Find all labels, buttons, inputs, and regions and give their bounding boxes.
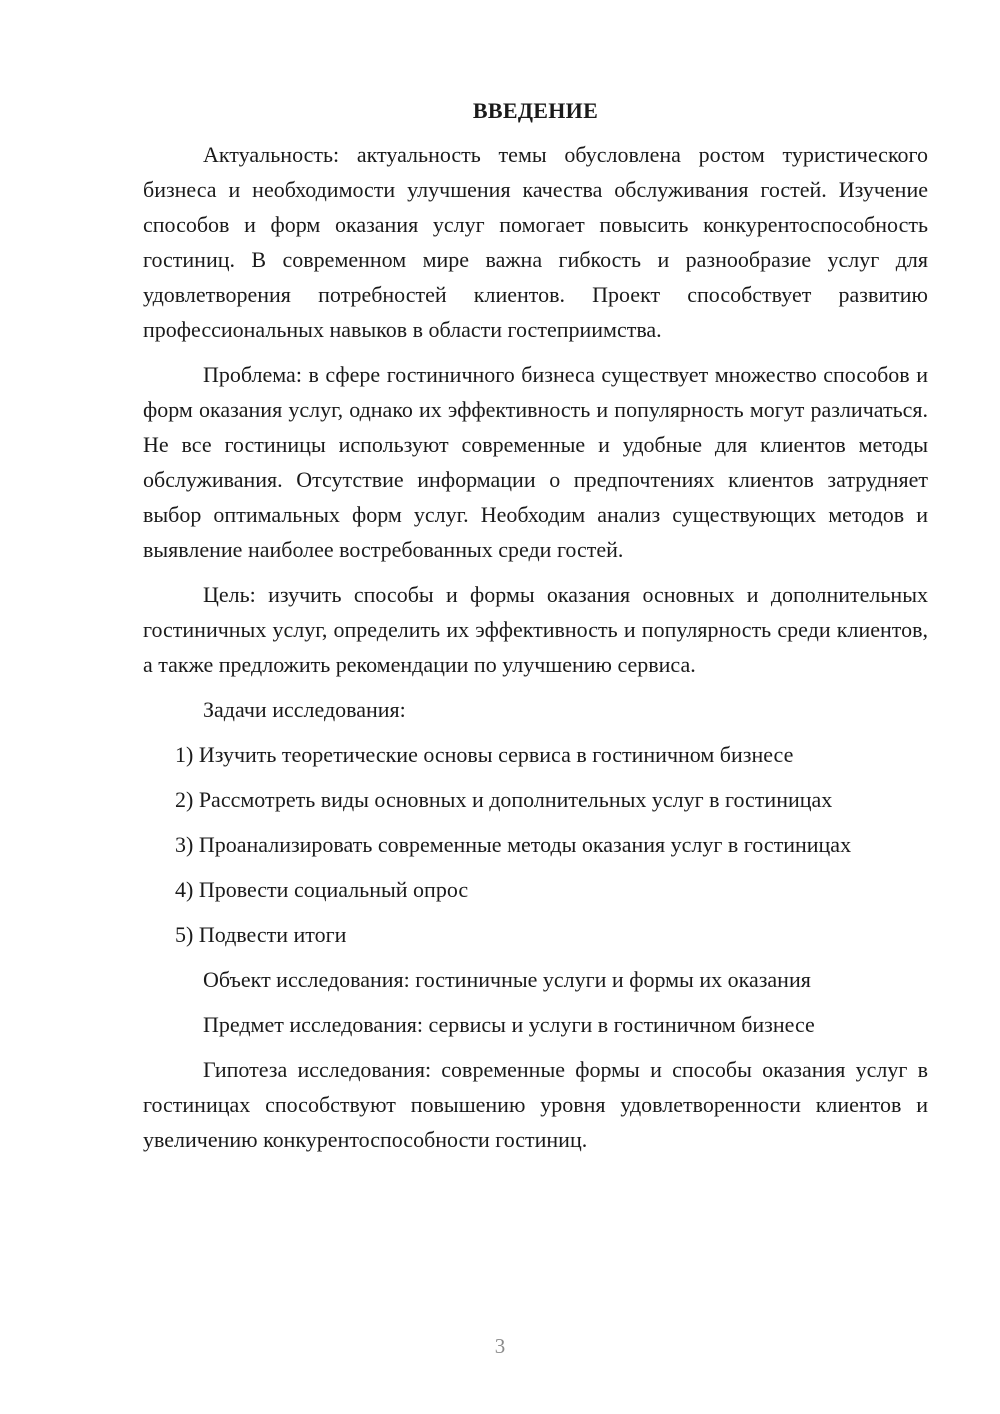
- relevance-paragraph: Актуальность: актуальность темы обусловлена ростом туристического бизнеса и необходимости улучшения качества обслуживания гостей. Изучение способов и форм оказания услуг помогает повысить конкурентоспособность гостиниц. В современном мире важна гибкость и разнообразие услуг для удовлетворения потребностей клиентов. Проект способствует развитию профессиональных навыков в области гостеприимства.: [143, 142, 928, 342]
- research-subject: Предмет исследования: сервисы и услуги в гостиничном бизнесе: [203, 1012, 815, 1037]
- task-item-3: 3) Проанализировать современные методы оказания услуг в гостиницах: [175, 832, 852, 857]
- task-item-4: 4) Провести социальный опрос: [175, 877, 469, 902]
- goal-paragraph: Цель: изучить способы и формы оказания основных и дополнительных гостиничных услуг, определить их эффективность и популярность среди клиентов, а также предложить рекомендации по улучшению сервиса.: [143, 582, 928, 677]
- hypothesis-paragraph: Гипотеза исследования: современные формы и способы оказания услуг в гостиницах способствуют повышению уровня удовлетворенности клиентов и увеличению конкурентоспособности гостиниц.: [143, 1057, 928, 1152]
- page-number: 3: [494, 1334, 506, 1358]
- tasks-heading: Задачи исследования:: [203, 697, 406, 722]
- research-object: Объект исследования: гостиничные услуги и формы их оказания: [203, 967, 811, 992]
- problem-paragraph: Проблема: в сфере гостиничного бизнеса существует множество способов и форм оказания услуг, однако их эффективность и популярность могут различаться. Не все гостиницы используют современные и удобные для клиентов методы обслуживания. Отсутствие информации о предпочтениях клиентов затрудняет выбор оптимальных форм услуг. Необходим анализ существующих методов и выявление наиболее востребованных среди гостей.: [143, 362, 928, 562]
- task-item-2: 2) Рассмотреть виды основных и дополнительных услуг в гостиницах: [175, 787, 833, 812]
- task-item-5: 5) Подвести итоги: [175, 922, 347, 947]
- task-item-1: 1) Изучить теоретические основы сервиса в гостиничном бизнесе: [175, 742, 794, 767]
- document-page: [143, 97, 928, 1167]
- page-title: ВВЕДЕНИЕ: [472, 98, 599, 123]
